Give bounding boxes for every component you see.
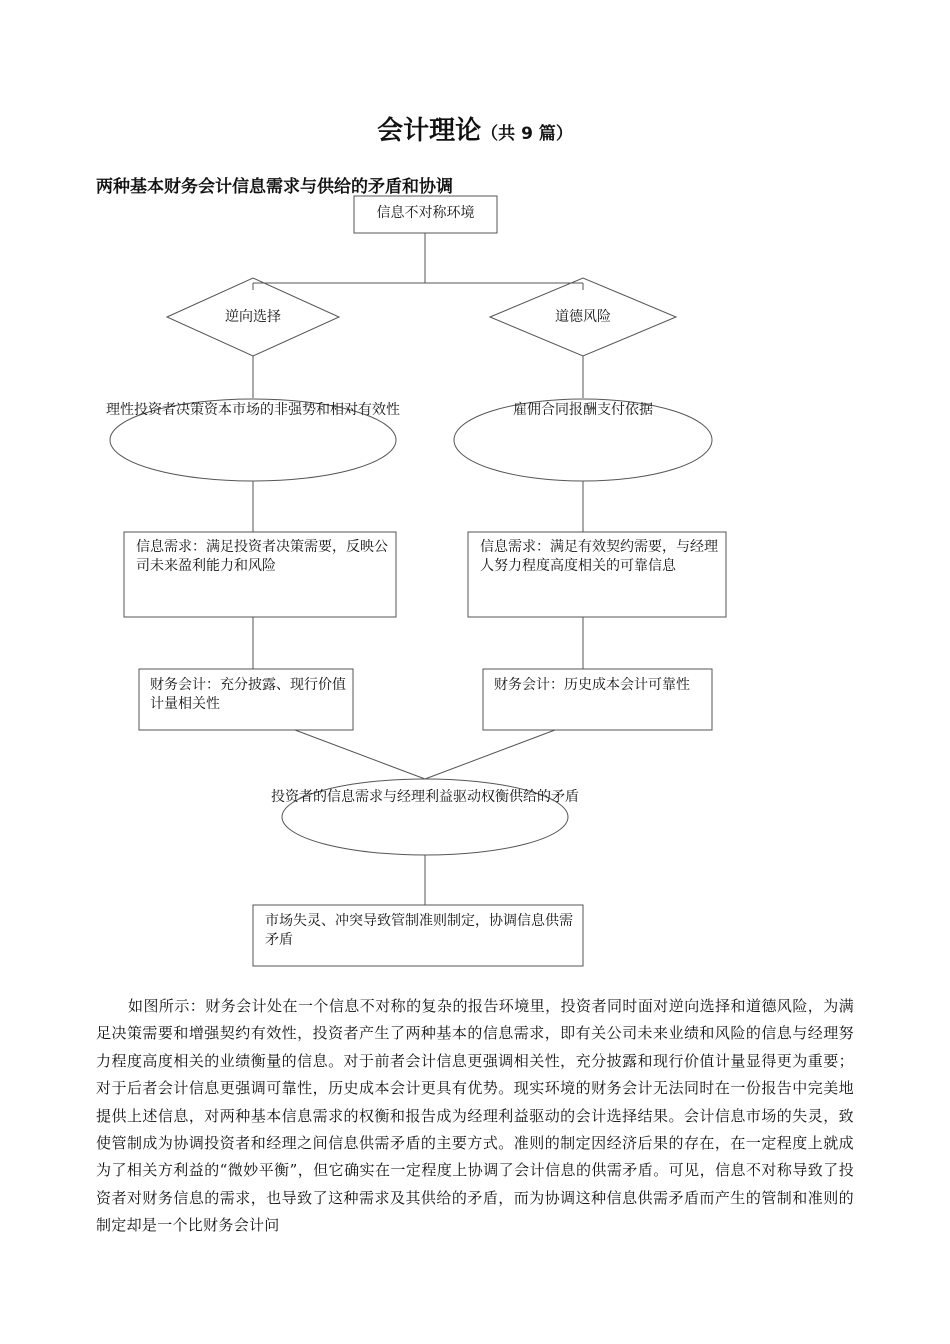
right-diamond-label: 道德风险: [555, 309, 611, 325]
section-heading: 两种基本财务会计信息需求与供给的矛盾和协调: [96, 177, 453, 197]
right-accounting-label: 财务会计：历史成本会计可靠性: [494, 677, 690, 693]
page-title-sub: （共 9 篇）: [481, 124, 573, 144]
left-diamond-label: 逆向选择: [225, 309, 281, 325]
left-need-label: 信息需求：满足投资者决策需要，反映公司未来盈利能力和风险: [136, 539, 388, 574]
right-ellipse-label: 雇佣合同报酬支付依据: [513, 402, 653, 418]
right-need-label: 信息需求：满足有效契约需要，与经理人努力程度高度相关的可靠信息: [480, 539, 718, 574]
page-title-main: 会计理论: [377, 116, 482, 146]
conflict-label: 投资者的信息需求与经理利益驱动权衡供给的矛盾: [271, 789, 579, 805]
root-label: 信息不对称环境: [376, 205, 475, 221]
left-accounting-label: 财务会计：充分披露、现行价值计量相关性: [150, 677, 346, 712]
connector-line: [295, 730, 425, 779]
body-paragraph: 如图所示：财务会计处在一个信息不对称的复杂的报告环境里，投资者同时面对逆向选择和道德风险，为满足决策需要和增强契约有效性，投资者产生了两种基本的信息需求，即有关公司未来业绩和风险的信息与经理努力程度高度相关的业绩衡量的信息。对于前者会计信息更强调相关性，充分披露和现行价值计量显得更为重要；对于后者会计信息更强调可靠性，历史成本会计更具有优势。现实环境的财务会计无法同时在一份报告中完美地提供上述信息，对两种基本信息需求的权衡和报告成为经理利益驱动的会计选择结果。会计信息市场的失灵，致使管制成为协调投资者和经理之间信息供需矛盾的主要方式。准则的制定因经济后果的存在，在一定程度上就成为了相关方利益的“微妙平衡”，但它确实在一定程度上协调了会计信息的供需矛盾。可见，信息不对称导致了投资者对财务信息的需求，也导致了这种需求及其供给的矛盾，而为协调这种信息供需矛盾而产生的管制和准则的制定却是一个比财务会计问: [96, 997, 854, 1235]
left-ellipse-label: 理性投资者决策资本市场的非强势和相对有效性: [106, 402, 400, 418]
resolution-label: 市场失灵、冲突导致管制准则制定，协调信息供需矛盾: [265, 913, 573, 948]
connector-line: [425, 730, 555, 779]
